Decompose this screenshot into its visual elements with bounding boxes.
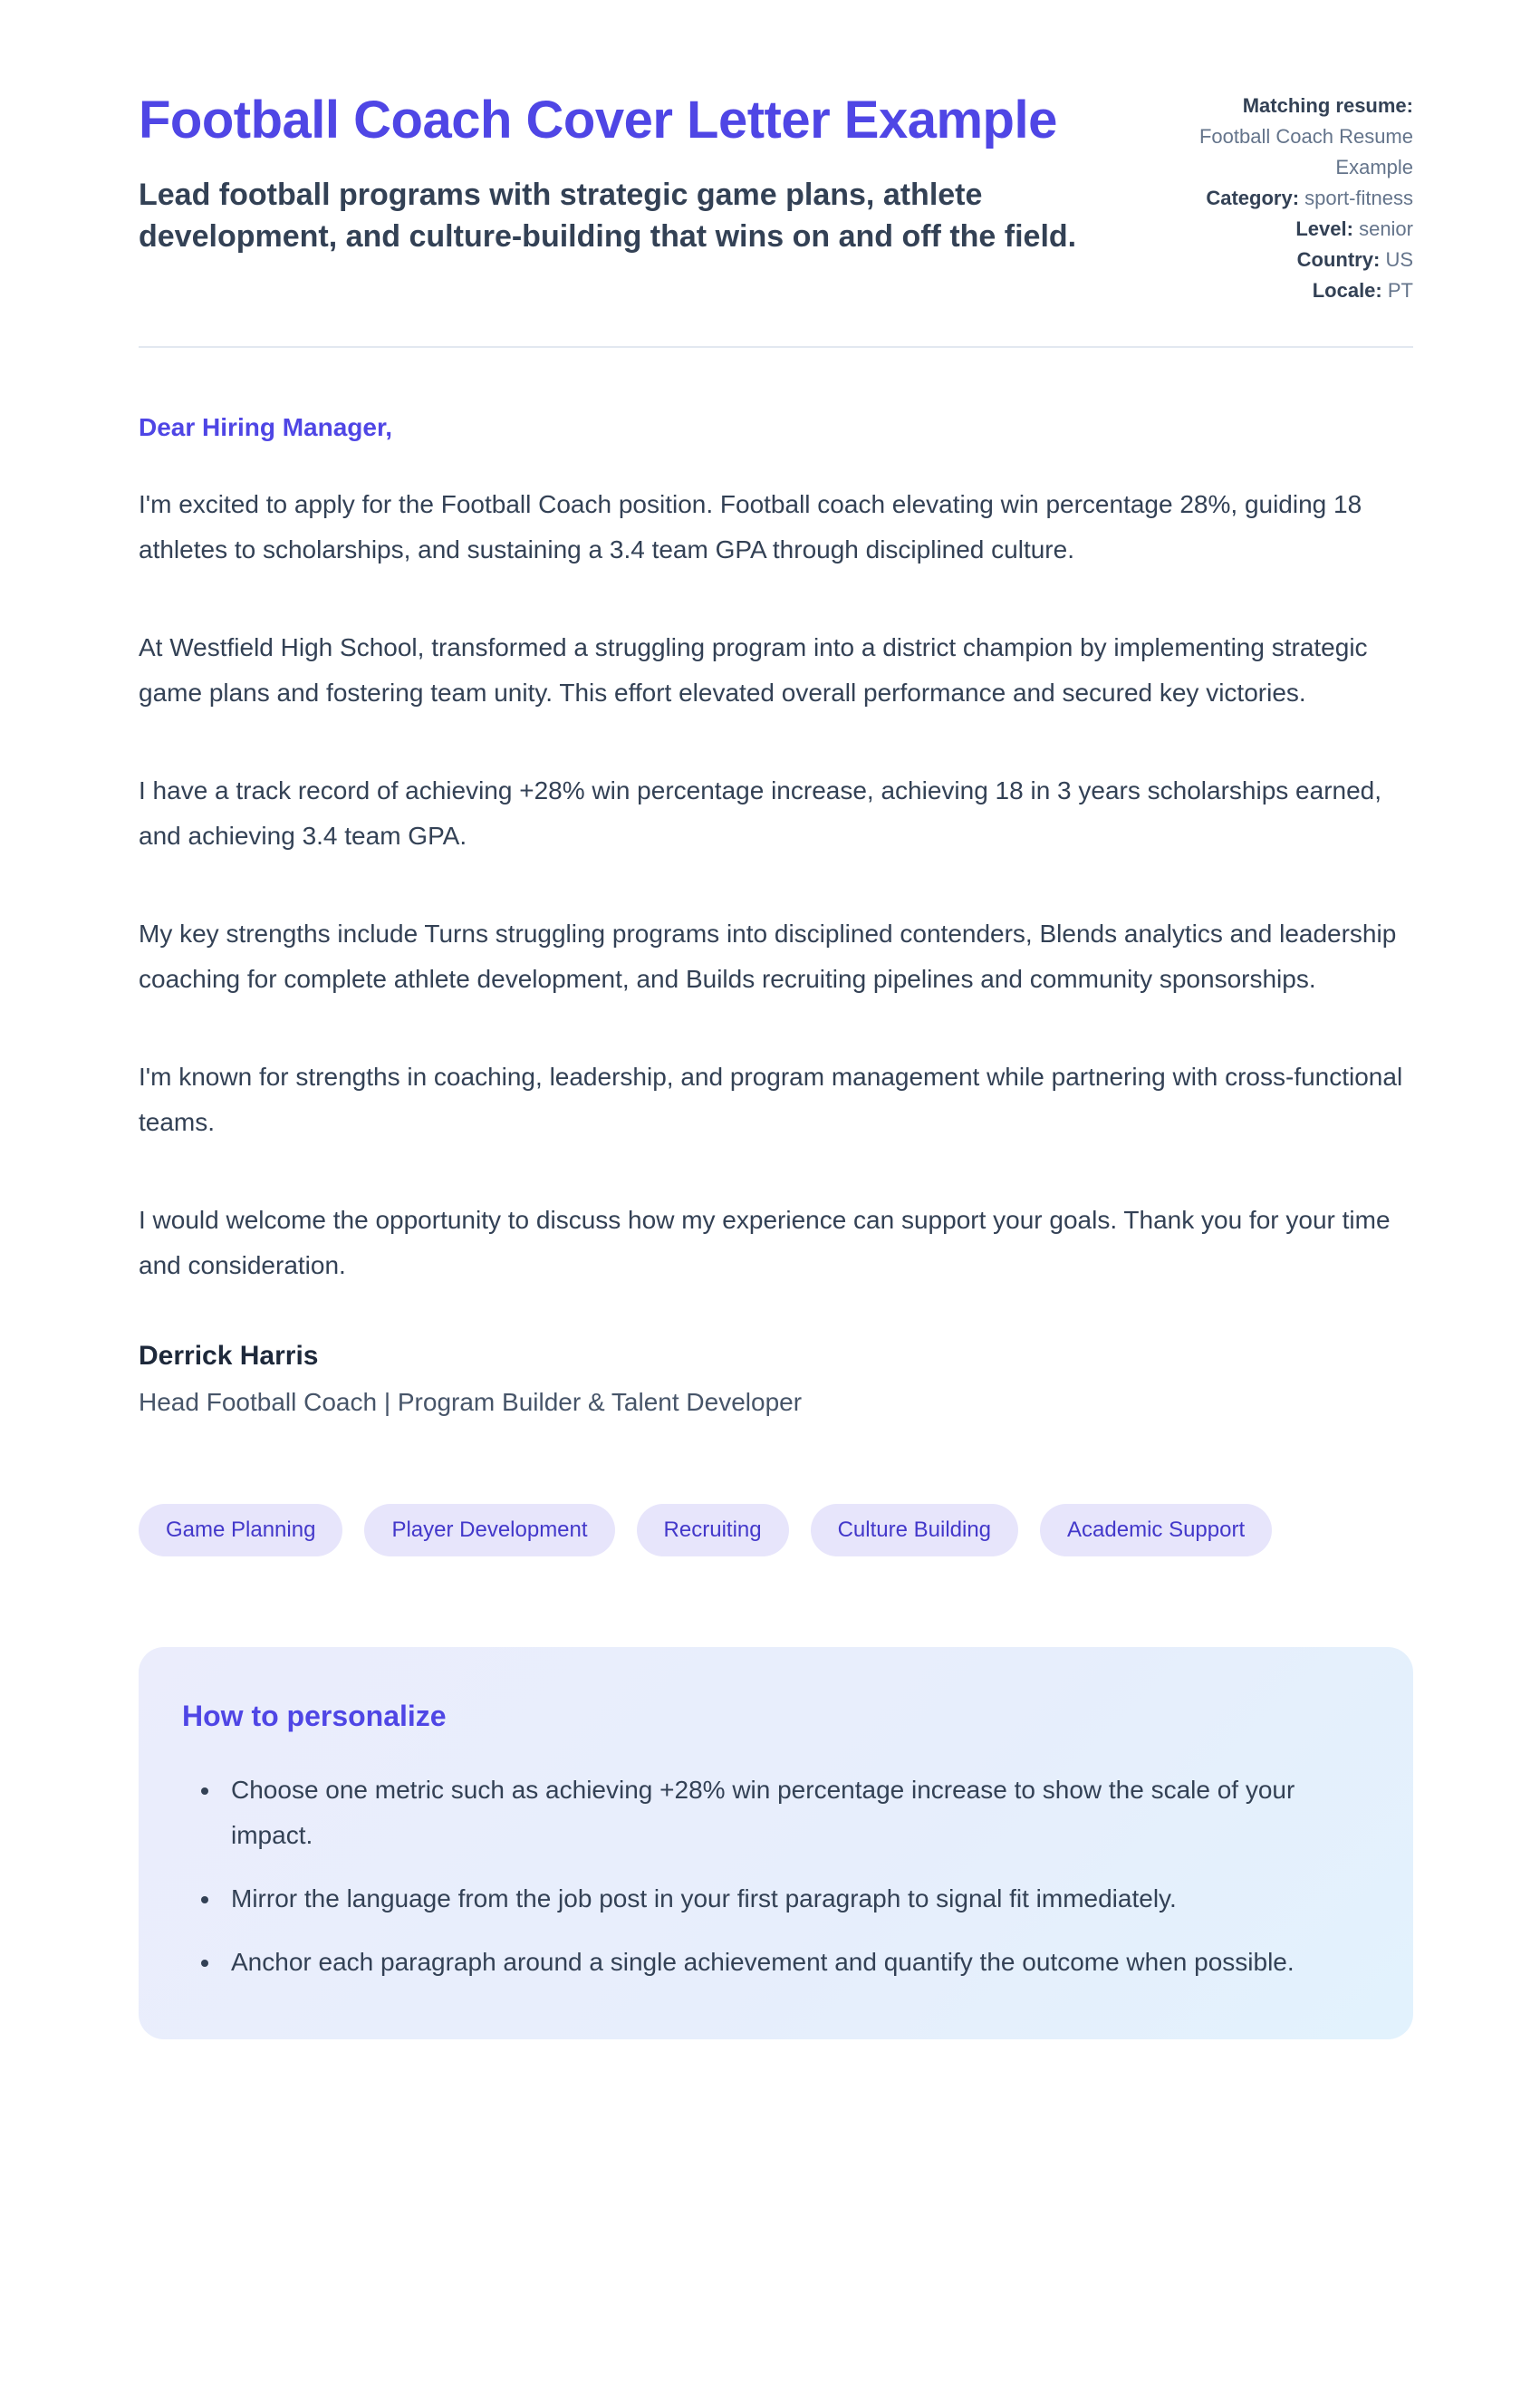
meta-country-value: US	[1385, 248, 1413, 271]
meta-locale	[1185, 275, 1413, 306]
meta-category	[1185, 183, 1413, 214]
meta-level	[1185, 214, 1413, 245]
meta-level-value: senior	[1359, 217, 1413, 240]
tips-list-item: • Mirror the language from the job post in your first paragraph to signal fit immediately.	[222, 1876, 1362, 1922]
matching-resume-label-text: Matching resume:	[1242, 94, 1413, 117]
meta-category-label: Category:	[1206, 187, 1300, 209]
page-title: Football Coach Cover Letter Example	[139, 91, 1057, 149]
meta-locale-value: PT	[1387, 279, 1413, 302]
tips-card-title: How to personalize	[182, 1700, 447, 1732]
letter-greeting: Dear Hiring Manager,	[139, 413, 393, 441]
skill-tag-game-planning[interactable]: Game Planning	[139, 1504, 342, 1556]
tips-list-item: • Choose one metric such as achieving +28% win percentage increase to show the scale of your impact.	[222, 1768, 1362, 1858]
meta-level-label: Level:	[1295, 217, 1353, 240]
tips-list	[182, 1768, 1362, 1985]
letter-paragraph: I would welcome the opportunity to discuss how my experience can support your goals. Thank you for your time and consideration.	[139, 1206, 1391, 1279]
personalize-tips-card	[139, 1647, 1413, 2039]
skill-tag-culture-building[interactable]: Culture Building	[811, 1504, 1018, 1556]
skill-tag-academic-support[interactable]: Academic Support	[1040, 1504, 1272, 1556]
signature-block	[139, 1341, 1413, 1417]
skill-tag-recruiting[interactable]: Recruiting	[637, 1504, 789, 1556]
matching-resume-label	[1185, 91, 1413, 121]
meta-country	[1185, 245, 1413, 275]
letter-paragraph: I'm known for strengths in coaching, leadership, and program management while partnering with cross-functional teams.	[139, 1063, 1403, 1136]
meta-category-value: sport-fitness	[1304, 187, 1413, 209]
letter-body	[139, 482, 1413, 1288]
signature-role: Head Football Coach | Program Builder & Talent Developer	[139, 1388, 803, 1416]
skill-tag-list	[139, 1504, 1413, 1556]
page-header	[139, 91, 1413, 306]
meta-country-label: Country:	[1296, 248, 1381, 271]
header-title-block	[139, 91, 1126, 257]
letter-paragraph: I have a track record of achieving +28% win percentage increase, achieving 18 in 3 years scholarships earned, and achieving 3.4 team GPA.	[139, 776, 1382, 850]
letter-paragraph: At Westfield High School, transformed a struggling program into a district champion by implementing strategic game plans and fostering team unity. This effort elevated overall performance and secured key victories.	[139, 633, 1368, 707]
signature-name: Derrick Harris	[139, 1341, 319, 1371]
matching-resume-value: Football Coach Resume Example	[1198, 125, 1413, 178]
meta-locale-label: Locale:	[1312, 279, 1382, 302]
resume-meta-panel	[1185, 91, 1413, 306]
skill-tag-player-development[interactable]: Player Development	[364, 1504, 614, 1556]
header-divider	[139, 346, 1413, 348]
letter-paragraph: My key strengths include Turns struggling programs into disciplined contenders, Blends analytics and leadership coaching for complete athlete development, and Builds recruiting pipelines and community sponsorships.	[139, 920, 1397, 993]
letter-paragraph: I'm excited to apply for the Football Coach position. Football coach elevating win percentage 28%, guiding 18 athletes to scholarships, and sustaining a 3.4 team GPA through disciplined culture.	[139, 490, 1362, 564]
tips-list-item: • Anchor each paragraph around a single achievement and quantify the outcome when possible.	[222, 1940, 1362, 1985]
page-subtitle: Lead football programs with strategic game plans, athlete development, and culture-building that wins on and off the field.	[139, 177, 1077, 254]
